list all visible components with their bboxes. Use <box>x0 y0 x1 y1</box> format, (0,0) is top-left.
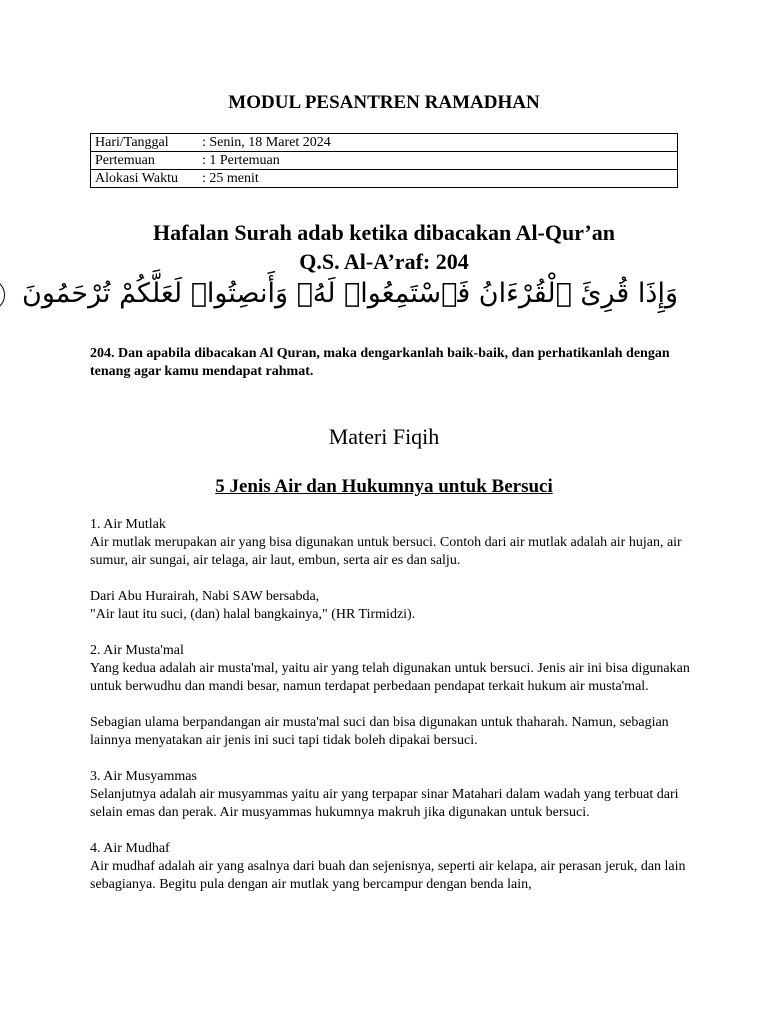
section-title: Materi Fiqih <box>328 424 440 449</box>
subsection-title-text: 5 Jenis Air dan Hukumnya untuk Bersuci <box>215 476 553 497</box>
info-value-time-allocation: : 25 menit <box>198 170 678 188</box>
arabic-verse-text: وَإِذَا قُرِئَ ٱلْقُرْءَانُ فَٱسْتَمِعُوا۟ لَهُۥ وَأَنصِتُوا۟ لَعَلَّكُمْ تُرْحَمُونَ <box>22 278 678 309</box>
paragraph-air-mutlak: Air mutlak merupakan air yang bisa digunakan untuk bersuci. Contoh dari air mutlak adalah air hujan, air sumur, air sungai, air telaga, air laut, embun, serta air es dan salju. <box>90 535 682 568</box>
surah-title <box>0 218 768 276</box>
document-title: MODUL PESANTREN RAMADHAN <box>228 92 540 113</box>
table-row <box>91 170 678 188</box>
surah-title-line1: Hafalan Surah adab ketika dibacakan Al-Qur’an <box>153 220 615 245</box>
arabic-verse <box>22 272 678 316</box>
body-text <box>90 516 690 894</box>
heading-air-mudhaf: 4. Air Mudhaf <box>90 841 170 856</box>
heading-air-mutlak: 1. Air Mutlak <box>90 517 166 532</box>
info-table <box>90 133 678 188</box>
info-label-day-date: Hari/Tanggal <box>91 134 199 152</box>
paragraph-air-mudhaf: Air mudhaf adalah air yang asalnya dari buah dan sejenisnya, seperti air kelapa, air perasan jeruk, dan lain sebagianya. Begitu pula dengan air mutlak yang bercampur dengan benda lain, <box>90 859 686 892</box>
paragraph-ulama-opinion: Sebagian ulama berpandangan air musta'mal suci dan bisa digunakan untuk thaharah. Namun, sebagian lainnya menyatakan air jenis ini suci tapi tidak boleh dipakai bersuci. <box>90 715 669 748</box>
paragraph-air-musyammas: Selanjutnya adalah air musyammas yaitu air yang terpapar sinar Matahari dalam wadah yang terbuat dari selain emas dan perak. Air musyammas hukumnya makruh jika digunakan untuk bersuci. <box>90 787 679 820</box>
verse-number-marker <box>0 279 5 311</box>
verse-translation: 204. Dan apabila dibacakan Al Quran, maka dengarkanlah baik-baik, dan perhatikanlah dengan tenang agar kamu mendapat rahmat. <box>90 346 670 379</box>
heading-air-mustamal: 2. Air Musta'mal <box>90 643 184 658</box>
info-label-time-allocation: Alokasi Waktu <box>91 170 199 188</box>
info-value-day-date: : Senin, 18 Maret 2024 <box>198 134 678 152</box>
heading-air-musyammas: 3. Air Musyammas <box>90 769 197 784</box>
subsection-title <box>0 476 768 498</box>
table-row <box>91 134 678 152</box>
info-value-meeting: : 1 Pertemuan <box>198 152 678 170</box>
paragraph-air-mustamal: Yang kedua adalah air musta'mal, yaitu air yang telah digunakan untuk bersuci. Jenis air ini bisa digunakan untuk berwudhu dan mandi besar, namun terdapat perbedaan pendapat terkait hukum air musta'mal. <box>90 661 690 694</box>
surah-title-line2: Q.S. Al-A’raf: 204 <box>299 249 469 274</box>
table-row <box>91 152 678 170</box>
info-label-meeting: Pertemuan <box>91 152 199 170</box>
paragraph-hadith-intro: Dari Abu Hurairah, Nabi SAW bersabda, <box>90 589 320 604</box>
paragraph-hadith-quote: "Air laut itu suci, (dan) halal bangkainya," (HR Tirmidzi). <box>90 607 416 622</box>
